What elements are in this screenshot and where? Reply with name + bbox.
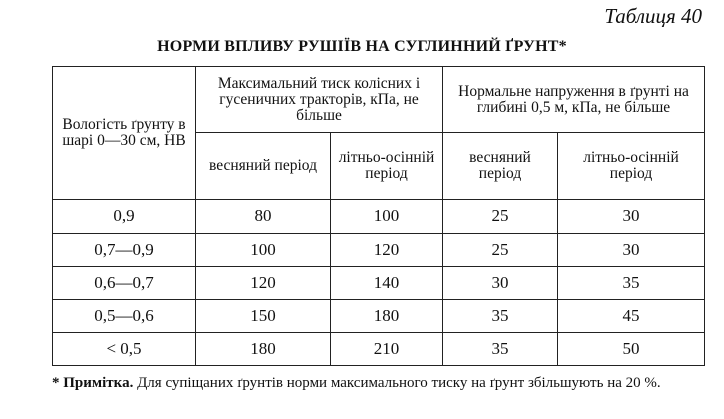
cell-stress-summer: 35 (558, 266, 705, 299)
table-row (53, 332, 705, 365)
subheader-spring-2: весняний період (443, 133, 558, 200)
cell-max-summer: 100 (331, 200, 443, 233)
cell-stress-summer: 30 (558, 200, 705, 233)
cell-stress-summer: 45 (558, 299, 705, 332)
cell-max-spring: 150 (196, 299, 331, 332)
header-row-1 (53, 67, 705, 133)
cell-stress-spring: 35 (443, 299, 558, 332)
table-row (53, 299, 705, 332)
table-row (53, 200, 705, 233)
cell-stress-spring: 30 (443, 266, 558, 299)
footnote (52, 375, 704, 392)
cell-moisture: 0,5—0,6 (53, 299, 196, 332)
cell-max-spring: 80 (196, 200, 331, 233)
cell-max-summer: 140 (331, 266, 443, 299)
table-row (53, 233, 705, 266)
cell-moisture: 0,7—0,9 (53, 233, 196, 266)
cell-max-summer: 120 (331, 233, 443, 266)
cell-moisture: < 0,5 (53, 332, 196, 365)
subheader-summer-autumn-2: літньо-осінній період (558, 133, 705, 200)
cell-stress-spring: 25 (443, 200, 558, 233)
footnote-label: * Примітка. (52, 375, 134, 391)
table-row (53, 266, 705, 299)
subheader-summer-autumn-1: літньо-осінній період (331, 133, 443, 200)
cell-max-spring: 180 (196, 332, 331, 365)
header-normal-stress: Нормальне напруження в ґрунті на глибині 0,5 м, кПа, не більше (443, 67, 705, 133)
table-title: НОРМИ ВПЛИВУ РУШІЇВ НА СУГЛИННИЙ ҐРУНТ* (157, 38, 567, 55)
cell-stress-spring: 25 (443, 233, 558, 266)
footnote-text: Для супіщаних ґрунтів норми максимального тиску на ґрунт збільшують на 20 %. (137, 375, 661, 391)
cell-max-spring: 120 (196, 266, 331, 299)
cell-stress-summer: 30 (558, 233, 705, 266)
subheader-spring-1: весняний період (196, 133, 331, 200)
cell-moisture: 0,9 (53, 200, 196, 233)
header-moisture: Вологість ґрунту в шарі 0—30 см, НВ (53, 67, 196, 200)
cell-stress-summer: 50 (558, 332, 705, 365)
cell-moisture: 0,6—0,7 (53, 266, 196, 299)
cell-max-spring: 100 (196, 233, 331, 266)
cell-max-summer: 180 (331, 299, 443, 332)
cell-stress-spring: 35 (443, 332, 558, 365)
norms-table (52, 66, 705, 366)
header-max-pressure: Максимальний тиск колісних і гусеничних тракторів, кПа, не більше (196, 67, 443, 133)
cell-max-summer: 210 (331, 332, 443, 365)
table-caption: Таблиця 40 (604, 4, 702, 28)
